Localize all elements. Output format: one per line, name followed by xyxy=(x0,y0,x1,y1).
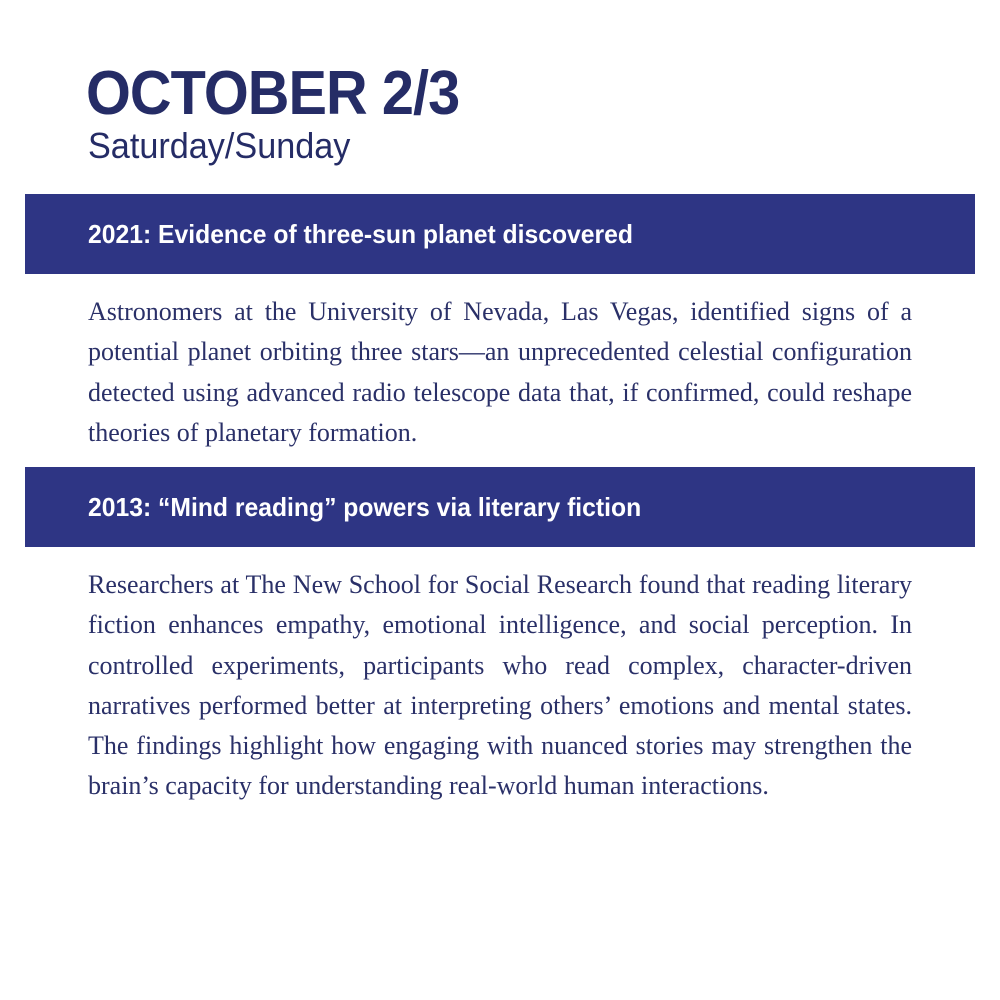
entry-heading: 2021: Evidence of three-sun planet discovered xyxy=(88,219,633,249)
entry-heading-bar xyxy=(25,467,975,547)
entry-body: Researchers at The New School for Social Research found that reading literary fiction enhances empathy, emotional intelligence, and social perception. In controlled experiments, participants who read complex, character-driven narratives performed better at interpreting others’ emotions and mental states. The findings highlight how engaging with nuanced stories may strengthen the brain’s capacity for understanding real-world human interactions. xyxy=(88,570,912,801)
page-title: OCTOBER 2/3 xyxy=(86,59,460,128)
entry-heading: 2013: “Mind reading” powers via literary fiction xyxy=(88,492,642,522)
page-subtitle: Saturday/Sunday xyxy=(88,125,351,166)
entry-heading-bar xyxy=(25,194,975,274)
entry-body: Astronomers at the University of Nevada, Las Vegas, identified signs of a potential planet orbiting three stars—an unprecedented celestial configuration detected using advanced radio telescope data that, if confirmed, could reshape theories of planetary formation. xyxy=(88,297,912,447)
